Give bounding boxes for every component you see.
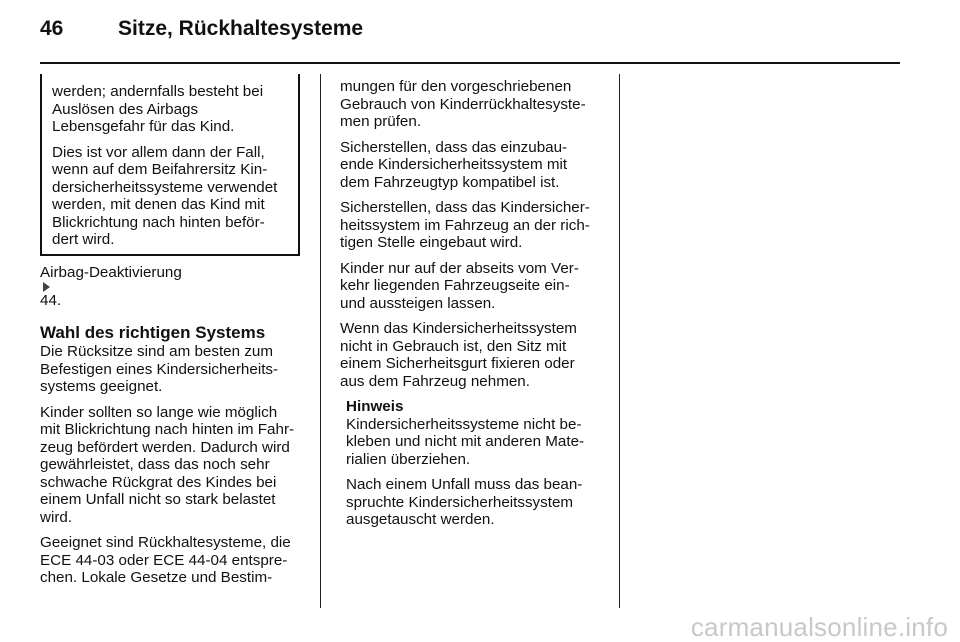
body-paragraph: Kinder nur auf der abseits vom Ver- kehr liegenden Fahrzeugseite ein- und aussteigen lassen.: [340, 259, 579, 312]
body-paragraph: Kinder sollten so lange wie möglich mit Blickrichtung nach hinten im Fahr- zeug befördert werden. Dadurch wird gewährleistet, dass das noch sehr schwache Rückgrat des Kindes bei einem Unfall nicht so stark belastet wird.: [40, 403, 295, 526]
column-2-body: [340, 78, 606, 537]
body-paragraph: Die Rücksitze sind am besten zum Befestigen eines Kindersicherheits- systems geeignet.: [40, 343, 279, 395]
body-paragraph: Sicherstellen, dass das einzubau- ende Kindersicherheitssystem mit dem Fahrzeugtyp kompatibel ist.: [340, 138, 568, 191]
watermark-text: carmanualsonline.info: [690, 612, 948, 642]
warning-text: [52, 83, 296, 257]
body-paragraph: Wenn das Kindersicherheitssystem nicht in Gebrauch ist, den Sitz mit einem Sicherheitsgurt fixieren oder aus dem Fahrzeug nehmen.: [340, 320, 577, 390]
xref-text: Airbag-Deaktivierung: [40, 264, 182, 281]
xref-page: 44.: [40, 291, 62, 309]
section-heading: Wahl des richtigen Systems: [40, 323, 266, 342]
note-paragraph: Nach einem Unfall muss das bean- spruchte Kindersicherheitssystem ausgetauscht werden.: [346, 476, 583, 528]
page-header: [40, 14, 900, 54]
page-title: Sitze, Rückhaltesysteme: [118, 17, 364, 40]
column-divider-left: [320, 74, 321, 608]
body-paragraph: Geeignet sind Rückhaltesysteme, die ECE 44-03 oder ECE 44-04 entspre- chen. Lokale Gesetze und Bestim-: [40, 534, 291, 586]
note-heading: Hinweis: [346, 398, 404, 415]
column-1-body: [40, 264, 304, 595]
body-paragraph: mungen für den vorgeschriebenen Gebrauch von Kinderrückhaltesyste- men prüfen.: [340, 78, 586, 130]
note-block: [346, 398, 606, 529]
warning-paragraph: Dies ist vor allem dann der Fall, wenn auf dem Beifahrersitz Kin- dersicherheitssysteme verwendet werden, mit denen das Kind mit Blickrichtung nach hinten beför- dert wird.: [52, 143, 278, 248]
warning-box: [40, 74, 300, 256]
cross-reference[interactable]: [40, 264, 304, 309]
note-paragraph: Kindersicherheitssysteme nicht be- kleben und nicht mit anderen Mate- rialien überziehen.: [346, 415, 585, 468]
warning-paragraph: werden; andernfalls besteht bei Auslösen des Airbags Lebensgefahr für das Kind.: [52, 83, 264, 135]
header-rule: [40, 62, 900, 64]
body-paragraph: Sicherstellen, dass das Kindersicher- heitssystem im Fahrzeug an der rich- tigen Stelle eingebaut wird.: [340, 199, 590, 251]
page-number: 46: [40, 17, 64, 40]
page-reference-arrow-icon: [43, 282, 50, 292]
column-divider-right: [619, 74, 620, 608]
